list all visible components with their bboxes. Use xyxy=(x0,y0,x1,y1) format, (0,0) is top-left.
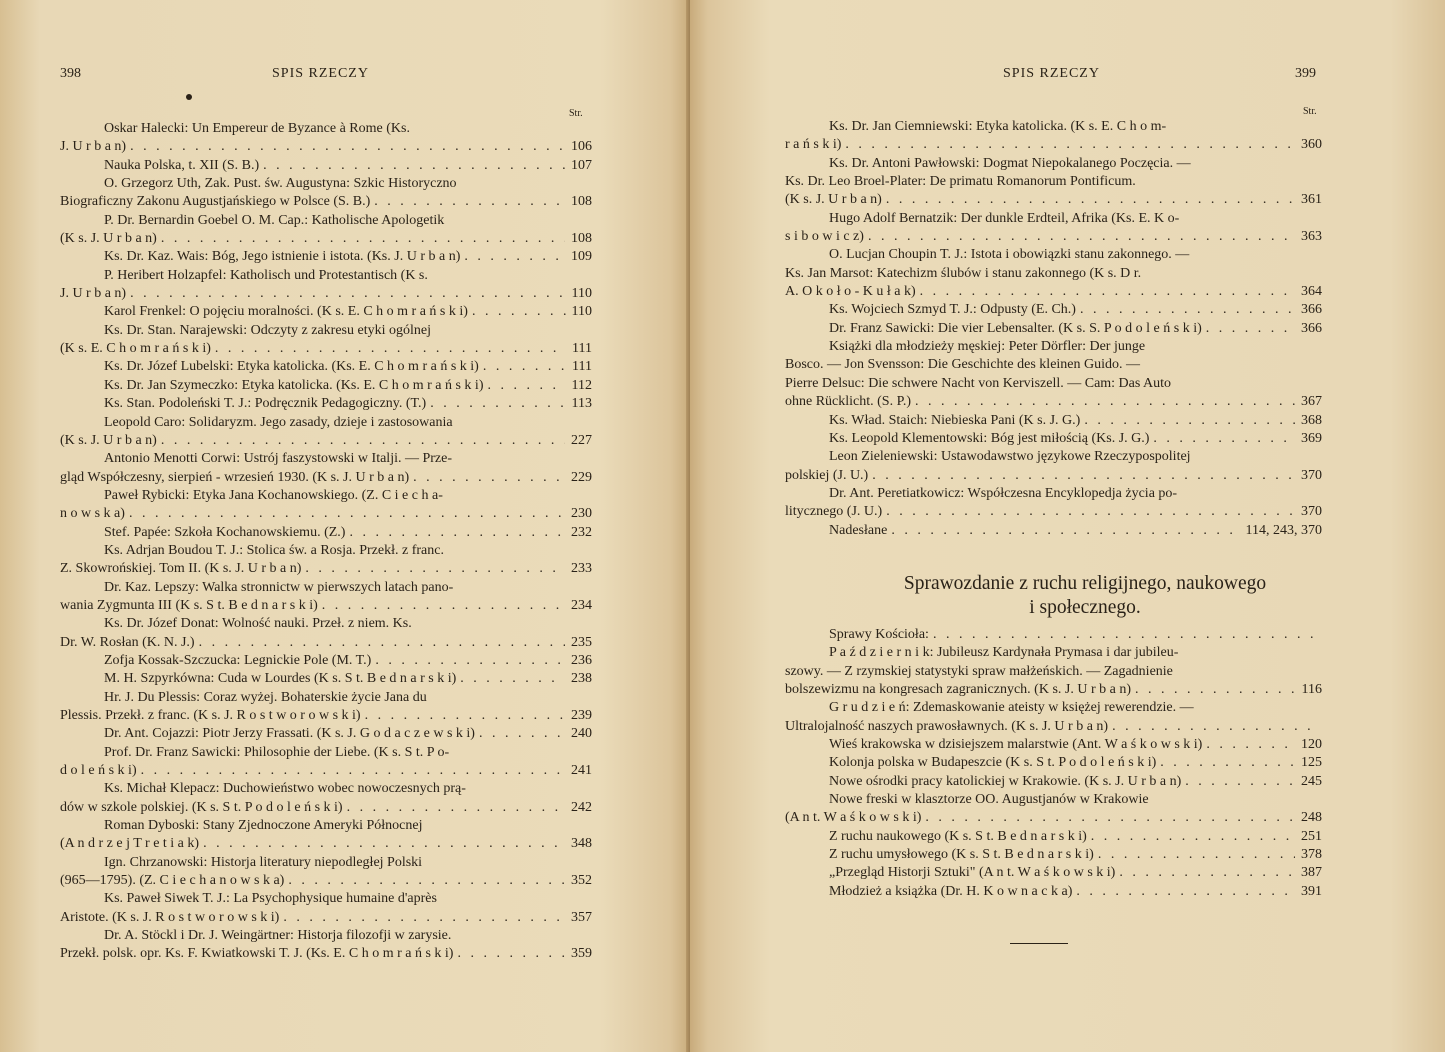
toc-entry xyxy=(60,854,592,891)
dot-leader xyxy=(464,248,565,266)
dot-leader xyxy=(305,560,565,578)
toc-page-number: 108 xyxy=(571,231,592,247)
toc-entry-text: s i b o w i c z) xyxy=(785,229,864,245)
toc-entry-text: Ks. Paweł Siwek T. J.: La Psychophysique humaine d'après xyxy=(104,891,437,907)
dot-leader xyxy=(457,945,565,963)
toc-entry xyxy=(60,487,592,524)
toc-entry-text: n o w s k a) xyxy=(60,506,125,522)
toc-page-number: 363 xyxy=(1301,229,1322,245)
toc-entry-text: Roman Dyboski: Stany Zjednoczone Ameryki Północnej xyxy=(104,818,423,834)
dot-leader xyxy=(375,652,565,670)
toc-entry-text: Ks. Dr. Józef Donat: Wolność nauki. Przeł. z niem. Ks. xyxy=(104,616,412,632)
toc-page-number: 240 xyxy=(571,726,592,742)
toc-entry xyxy=(60,358,592,376)
dot-leader xyxy=(161,432,565,450)
dot-leader xyxy=(1119,864,1295,882)
toc-entry xyxy=(60,175,592,212)
toc-entry xyxy=(60,579,592,616)
toc-entry-text: O. Grzegorz Uth, Zak. Pust. św. Augustyna: Szkic Historyczno xyxy=(104,176,457,192)
toc-page-number: 361 xyxy=(1301,192,1322,208)
toc-page-number: 120 xyxy=(1301,737,1322,753)
toc-page-number: 239 xyxy=(571,708,592,723)
toc-entry-text: P. Heribert Holzapfel: Katholisch und Protestantisch (K s. xyxy=(104,267,428,283)
toc-page-number: 370 xyxy=(1301,467,1322,483)
toc-entry-text: wania Zygmunta III (K s. S t. B e d n a r s k i) xyxy=(60,597,318,613)
toc-page-number: 235 xyxy=(571,634,592,650)
toc-entry xyxy=(785,791,1322,828)
dot-leader xyxy=(322,597,565,615)
dot-leader xyxy=(141,762,565,780)
toc-entry-text: G r u d z i e ń: Zdemaskowanie ateisty w księżej rewerendzie. — xyxy=(829,700,1194,716)
toc-entry-text: Hugo Adolf Bernatzik: Der dunkle Erdteil, Afrika (Ks. E. K o- xyxy=(829,210,1180,226)
dot-leader xyxy=(1076,883,1295,901)
toc-entry-text: Plessis. Przekł. z franc. (K s. J. R o s t w o r o w s k i) xyxy=(60,708,361,723)
toc-page-number: 112 xyxy=(571,377,592,393)
dot-leader xyxy=(933,626,1316,644)
toc-entry-text: O. Lucjan Choupin T. J.: Istota i obowiązki stanu zakonnego. — xyxy=(829,247,1190,263)
toc-page-number: 111 xyxy=(572,359,592,375)
dot-leader xyxy=(483,358,566,376)
toc-entry-text: Nadesłane xyxy=(829,522,888,538)
dot-leader xyxy=(845,136,1295,154)
toc-entry-text: Pierre Delsuc: Die schwere Nacht von Kerviszell. — Cam: Das Auto xyxy=(785,375,1172,391)
dot-leader xyxy=(920,283,1295,301)
dot-leader xyxy=(1206,320,1295,338)
toc-entry-text: Dr. Franz Sawicki: Die vier Lebensalter. (K s. S. P o d o l e ń s k i) xyxy=(829,320,1202,336)
toc-entry-text: Ks. Dr. Józef Lubelski: Etyka katolicka. (Ks. E. C h o m r a ń s k i) xyxy=(104,359,479,375)
toc-entry-text: (965—1795). (Z. C i e c h a n o w s k a) xyxy=(60,873,285,889)
dot-leader xyxy=(460,670,565,688)
dot-leader xyxy=(1080,301,1295,319)
toc-entry-text: Ks. Jan Marsot: Katechizm ślubów i stanu zakonnego (K s. D r. xyxy=(785,265,1142,281)
closing-rule xyxy=(1010,943,1068,944)
dot-leader xyxy=(203,835,565,853)
toc-page-number: 108 xyxy=(571,194,592,210)
toc-page-number: 230 xyxy=(571,506,592,522)
toc-page-number: 369 xyxy=(1301,430,1322,446)
toc-entry xyxy=(785,210,1322,247)
toc-page-number: 387 xyxy=(1301,865,1322,881)
page-number-left: 398 xyxy=(60,66,81,81)
toc-entry xyxy=(60,817,592,854)
toc-entry xyxy=(785,626,1322,644)
toc-entry xyxy=(60,395,592,413)
toc-entry-text: gląd Współczesny, sierpień - wrzesień 1930. (K s. J. U r b a n) xyxy=(60,469,410,485)
toc-entry xyxy=(60,670,592,688)
dot-leader xyxy=(886,503,1295,521)
toc-entry xyxy=(60,450,592,487)
toc-entry xyxy=(785,828,1322,846)
toc-page-number: 114, 243, 370 xyxy=(1245,522,1322,538)
toc-page-number: 378 xyxy=(1301,847,1322,863)
toc-entry-text: ohne Rücklicht. (S. P.) xyxy=(785,394,911,410)
toc-entry-text: Karol Frenkel: O pojęciu moralności. (K s. E. C h o m r a ń s k i) xyxy=(104,304,468,320)
toc-entry-text: Kolonja polska w Budapeszcie (K s. S t. P o d o l e ń s k i) xyxy=(829,755,1157,771)
dot-leader xyxy=(915,393,1295,411)
toc-page-number: 232 xyxy=(571,524,592,540)
dot-leader xyxy=(872,467,1295,485)
toc-entry-text: Sprawy Kościoła: xyxy=(829,627,929,642)
toc-entry-text: Ks. Dr. Leo Broel-Plater: De primatu Romanorum Pontificum. xyxy=(785,174,1136,190)
toc-page-number: 364 xyxy=(1301,284,1322,300)
toc-entry-text: litycznego (J. U.) xyxy=(785,504,883,520)
toc-entry xyxy=(60,780,592,817)
toc-entry-text: Ks. Dr. Jan Szymeczko: Etyka katolicka. (Ks. E. C h o m r a ń s k i) xyxy=(104,377,484,393)
toc-page-number: 125 xyxy=(1301,755,1322,771)
dot-leader xyxy=(349,524,565,542)
toc-entry-text: Ks. Dr. Jan Ciemniewski: Etyka katolicka. (K s. E. C h o m- xyxy=(829,119,1167,134)
toc-entry xyxy=(785,485,1322,522)
toc-entry-text: J. U r b a n) xyxy=(60,139,127,155)
right-page xyxy=(690,0,1445,1052)
toc-entry xyxy=(785,118,1322,155)
dot-leader xyxy=(925,809,1295,827)
toc-page-number: 366 xyxy=(1301,302,1322,318)
toc-entry-text: Leon Zieleniewski: Ustawodawstwo językowe Rzeczypospolitej xyxy=(829,449,1191,465)
toc-entry-text: Paweł Rybicki: Etyka Jana Kochanowskiego. (Z. C i e c h a- xyxy=(104,487,443,503)
toc-entry xyxy=(785,522,1322,540)
toc-entry-text: Nauka Polska, t. XII (S. B.) xyxy=(104,157,260,173)
dot-leader xyxy=(1112,718,1316,736)
section-title-line-2: i społecznego. xyxy=(1029,597,1141,618)
dot-leader xyxy=(1185,773,1295,791)
toc-entry xyxy=(785,644,1322,699)
toc-entry-text: Książki dla młodzieży męskiej: Peter Dörfler: Der junge xyxy=(829,339,1146,355)
toc-page-number: 357 xyxy=(571,909,592,925)
toc-entry-text: (K s. J. U r b a n) xyxy=(785,192,882,208)
dot-leader xyxy=(288,872,565,890)
toc-entry-text: Z ruchu umysłowego (K s. S t. B e d n a r s k i) xyxy=(829,847,1094,863)
toc-entry xyxy=(785,699,1322,736)
toc-entry xyxy=(60,120,592,157)
toc-entry xyxy=(785,430,1322,448)
toc-entry xyxy=(60,414,592,451)
toc-list-right xyxy=(785,118,1322,540)
toc-page-number: 368 xyxy=(1301,412,1322,428)
toc-entry xyxy=(60,248,592,266)
toc-page-number: 233 xyxy=(571,561,592,577)
toc-entry xyxy=(60,377,592,395)
toc-entry xyxy=(785,155,1322,210)
toc-entry-text: Ks. Dr. Kaz. Wais: Bóg, Jego istnienie i istota. (Ks. J. U r b a n) xyxy=(104,249,461,265)
toc-entry-text: Ign. Chrzanowski: Historja literatury niepodległej Polski xyxy=(104,854,423,870)
toc-entry xyxy=(785,864,1322,882)
toc-entry-text: Przekł. polsk. opr. Ks. F. Kwiatkowski T. J. (Ks. E. C h o m r a ń s k i) xyxy=(60,946,454,962)
running-head-right: SPIS RZECZY xyxy=(1003,66,1100,81)
page-number-right: 399 xyxy=(1295,66,1316,81)
toc-entry-text: Dr. Ant. Cojazzi: Piotr Jerzy Frassati. (K s. J. G o d a c z e w s k i) xyxy=(104,726,475,742)
toc-page-number: 245 xyxy=(1301,773,1322,789)
dot-leader xyxy=(430,395,565,413)
dot-leader xyxy=(1091,828,1295,846)
dot-leader xyxy=(374,193,565,211)
dot-leader xyxy=(479,725,565,743)
toc-entry xyxy=(60,524,592,542)
dot-leader xyxy=(161,230,565,248)
toc-entry-text: Oskar Halecki: Un Empereur de Byzance à Rome (Ks. xyxy=(104,121,410,136)
toc-entry-text: Ks. Dr. Antoni Pawłowski: Dogmat Niepokalanego Poczęcia. — xyxy=(829,155,1191,171)
dot-leader xyxy=(472,303,566,321)
toc-entry-text: Z. Skowrońskiej. Tom II. (K s. J. U r b a n) xyxy=(60,561,302,577)
toc-entry-text: Ks. Michał Klepacz: Duchowieństwo wobec nowoczesnych prą- xyxy=(104,781,466,797)
toc-entry-text: polskiej (J. U.) xyxy=(785,467,869,483)
toc-entry-text: Ks. Stan. Podoleński T. J.: Podręcznik Pedagogiczny. (T.) xyxy=(104,396,427,412)
toc-entry-text: J. U r b a n) xyxy=(60,286,127,302)
dot-leader xyxy=(347,799,565,817)
toc-entry xyxy=(60,725,592,743)
str-label-left: Str. xyxy=(569,108,583,119)
toc-entry xyxy=(785,773,1322,791)
section-list xyxy=(785,626,1322,901)
toc-page-number: 107 xyxy=(571,157,592,173)
toc-page-number: 352 xyxy=(571,873,592,889)
toc-entry xyxy=(60,303,592,321)
left-page xyxy=(0,0,690,1052)
toc-entry-text: Młodzież a książka (Dr. H. K o w n a c k a) xyxy=(829,883,1073,899)
toc-entry-text: Hr. J. Du Plessis: Coraz wyżej. Bohaterskie życie Jana du xyxy=(104,689,427,705)
toc-entry xyxy=(785,754,1322,772)
toc-entry-text: Nowe ośrodki pracy katolickiej w Krakowie. (K s. J. U r b a n) xyxy=(829,773,1182,789)
toc-page-number: 229 xyxy=(571,469,592,485)
toc-entry-text: Ks. Wojciech Szmyd T. J.: Odpusty (E. Ch.) xyxy=(829,302,1076,318)
toc-entry xyxy=(60,744,592,781)
toc-entry xyxy=(60,689,592,726)
dot-leader xyxy=(1098,846,1295,864)
toc-entry xyxy=(785,301,1322,319)
toc-page-number: 367 xyxy=(1301,394,1322,410)
toc-entry-text: Stef. Papée: Szkoła Kochanowskiemu. (Z.) xyxy=(104,524,346,540)
dot-leader xyxy=(413,469,565,487)
toc-entry-text: (A n d r z e j T r e t i a k) xyxy=(60,836,200,852)
toc-page-number: 111 xyxy=(572,341,592,357)
toc-entry-text: Dr. Ant. Peretiatkowicz: Współczesna Encyklopedja życia po- xyxy=(829,485,1178,501)
toc-entry xyxy=(60,212,592,249)
toc-entry-text: Antonio Menotti Corwi: Ustrój faszystowski w Italji. — Prze- xyxy=(104,451,453,467)
dot-leader xyxy=(1153,430,1295,448)
toc-entry-text: dów w szkole polskiej. (K s. S t. P o d o l e ń s k i) xyxy=(60,799,343,815)
toc-entry-text: (A n t. W a ś k o w s k i) xyxy=(785,810,922,826)
toc-entry xyxy=(60,927,592,964)
dot-leader xyxy=(263,157,565,175)
toc-entry xyxy=(60,157,592,175)
toc-page-number: 348 xyxy=(571,836,592,852)
toc-page-number: 106 xyxy=(571,139,592,155)
toc-entry-text: Dr. W. Rosłan (K. N. J.) xyxy=(60,634,195,650)
toc-entry xyxy=(785,320,1322,338)
toc-entry-text: Leopold Caro: Solidaryzm. Jego zasady, dzieje i zastosowania xyxy=(104,414,453,430)
dot-leader xyxy=(868,228,1295,246)
dot-leader xyxy=(1135,681,1296,699)
toc-entry-text: A. O k o ł o - K u ł a k) xyxy=(785,284,916,300)
toc-entry xyxy=(785,736,1322,754)
toc-entry-text: Prof. Dr. Franz Sawicki: Philosophie der Liebe. (K s. S t. P o- xyxy=(104,744,450,760)
toc-entry-text: d o l e ń s k i) xyxy=(60,763,137,779)
dot-leader xyxy=(891,522,1239,540)
toc-entry xyxy=(60,615,592,652)
toc-entry xyxy=(785,448,1322,485)
dot-leader xyxy=(130,285,565,303)
toc-page-number: 116 xyxy=(1301,682,1322,698)
toc-page-number: 234 xyxy=(571,597,592,613)
toc-entry-text: Wieś krakowska w dzisiejszem malarstwie (Ant. W a ś k o w s k i) xyxy=(829,737,1203,753)
toc-page-number: 110 xyxy=(571,304,592,320)
toc-entry-text: Nowe freski w klasztorze OO. Augustjanów w Krakowie xyxy=(829,792,1149,808)
toc-page-number: 110 xyxy=(571,286,592,302)
toc-entry xyxy=(785,883,1322,901)
section-title xyxy=(785,572,1385,620)
toc-entry xyxy=(785,846,1322,864)
toc-entry-text: P. Dr. Bernardin Goebel O. M. Cap.: Katholische Apologetik xyxy=(104,212,445,228)
toc-entry-text: Dr. Kaz. Lepszy: Walka stronnictw w pierwszych latach pano- xyxy=(104,579,454,595)
toc-entry-text: (K s. J. U r b a n) xyxy=(60,432,157,448)
section-title-line-1: Sprawozdanie z ruchu religijnego, naukowego xyxy=(903,573,1267,594)
toc-page-number: 391 xyxy=(1301,883,1322,899)
dot-leader xyxy=(1084,412,1295,430)
toc-entry xyxy=(60,542,592,579)
toc-page-number: 366 xyxy=(1301,320,1322,336)
ink-speck xyxy=(186,94,192,100)
toc-entry-text: bolszewizmu na kongresach zagranicznych. (K s. J. U r b a n) xyxy=(785,682,1131,698)
toc-entry-text: Ultralojalność naszych prawosławnych. (K s. J. U r b a n) xyxy=(785,718,1109,734)
dot-leader xyxy=(487,377,565,395)
toc-page-number: 248 xyxy=(1301,810,1322,826)
toc-entry xyxy=(785,338,1322,411)
toc-entry-text: szowy. — Z rzymskiej statystyki spraw małżeńskich. — Zagadnienie xyxy=(785,663,1173,679)
toc-entry-text: M. H. Szpyrkówna: Cuda w Lourdes (K s. S t. B e d n a r s k i) xyxy=(104,671,457,687)
toc-entry xyxy=(60,890,592,927)
toc-page-number: 236 xyxy=(571,652,592,668)
toc-entry-text: Z ruchu naukowego (K s. S t. B e d n a r s k i) xyxy=(829,828,1087,844)
toc-page-number: 113 xyxy=(571,396,592,412)
toc-entry xyxy=(60,322,592,359)
dot-leader xyxy=(1206,736,1295,754)
toc-page-number: 251 xyxy=(1301,828,1322,844)
toc-entry-text: „Przegląd Historji Sztuki" (A n t. W a ś k o w s k i) xyxy=(829,865,1116,881)
toc-page-number: 242 xyxy=(571,799,592,815)
toc-entry-text: Aristote. (K s. J. R o s t w o r o w s k i) xyxy=(60,909,280,925)
toc-page-number: 227 xyxy=(571,432,592,448)
running-head-left: SPIS RZECZY xyxy=(272,66,369,81)
toc-entry-text: Ks. Wład. Staich: Niebieska Pani (K s. J. G.) xyxy=(829,412,1081,428)
dot-leader xyxy=(199,634,565,652)
toc-entry-text: (K s. E. C h o m r a ń s k i) xyxy=(60,341,211,357)
toc-entry-text: r a ń s k i) xyxy=(785,137,842,153)
toc-entry xyxy=(60,267,592,304)
toc-entry-text: Bosco. — Jon Svensson: Die Geschichte des kleinen Guido. — xyxy=(785,357,1141,373)
str-label-right: Str. xyxy=(1303,106,1317,117)
toc-entry-text: Ks. Adrjan Boudou T. J.: Stolica św. a Rosja. Przekł. z franc. xyxy=(104,542,444,558)
toc-entry-text: P a ź d z i e r n i k: Jubileusz Kardynała Prymasa i dar jubileu- xyxy=(829,645,1179,661)
dot-leader xyxy=(886,191,1295,209)
toc-page-number: 360 xyxy=(1301,137,1322,153)
toc-entry-text: Zofja Kossak-Szczucka: Legnickie Pole (M. T.) xyxy=(104,652,372,668)
dot-leader xyxy=(215,340,566,358)
toc-entry xyxy=(60,652,592,670)
toc-entry-text: Ks. Leopold Klementowski: Bóg jest miłością (Ks. J. G.) xyxy=(829,430,1150,446)
toc-page-number: 359 xyxy=(571,946,592,962)
toc-list-left xyxy=(60,120,592,964)
toc-entry-text: Dr. A. Stöckl i Dr. J. Weingärtner: Historja filozofji w zarysie. xyxy=(104,928,452,944)
toc-page-number: 109 xyxy=(571,249,592,265)
toc-entry xyxy=(785,412,1322,430)
toc-entry xyxy=(785,246,1322,301)
toc-page-number: 241 xyxy=(571,763,592,779)
dot-leader xyxy=(1160,754,1295,772)
dot-leader xyxy=(129,505,565,523)
toc-entry-text: Biograficzny Zakonu Augustjańskiego w Polsce (S. B.) xyxy=(60,194,371,210)
dot-leader xyxy=(365,707,565,725)
toc-entry-text: Ks. Dr. Stan. Narajewski: Odczyty z zakresu etyki ogólnej xyxy=(104,322,431,338)
dot-leader xyxy=(283,909,565,927)
toc-entry-text: (K s. J. U r b a n) xyxy=(60,231,157,247)
toc-page-number: 238 xyxy=(571,671,592,687)
toc-page-number: 370 xyxy=(1301,504,1322,520)
dot-leader xyxy=(130,138,565,156)
